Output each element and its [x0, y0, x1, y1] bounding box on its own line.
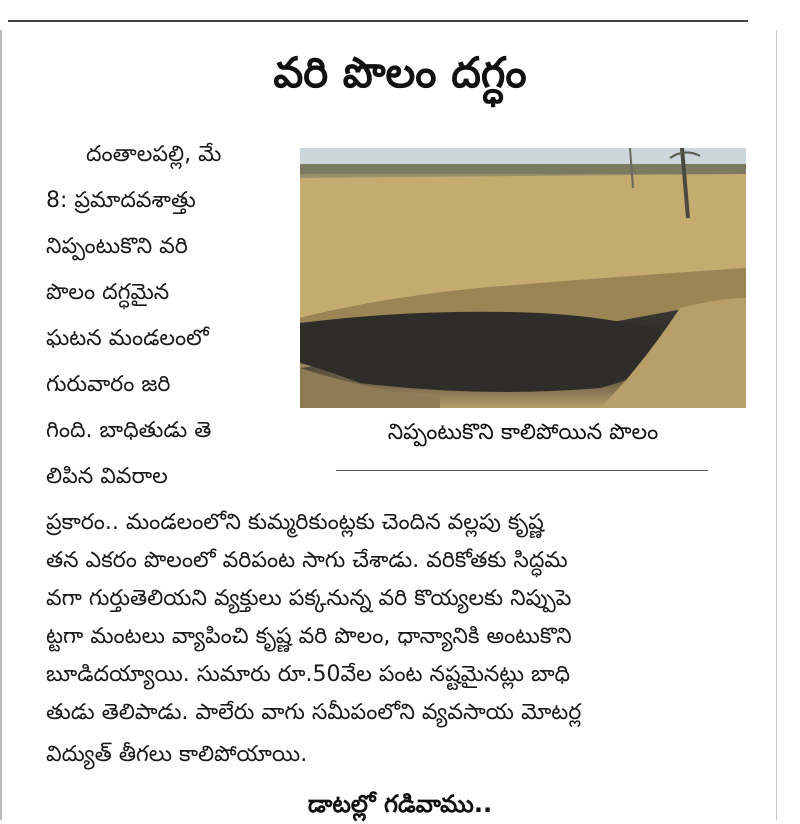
body-line-5: ఘటన మండలంలో: [46, 326, 209, 351]
burnt-paddy-field-photo: [300, 148, 746, 408]
body-line-12: ట్టగా మంటలు వ్యాపించి కృష్ణ వరి పొలం, ధాన్యానికి అంటుకొని: [46, 624, 572, 649]
body-line-11: వగా గుర్తుతెలియని వ్యక్తులు పక్కనున్న వరి కొయ్యలకు నిప్పుపె: [46, 586, 572, 611]
body-line-9: ప్రకారం.. మండలంలోని కుమ్మరికుంట్లకు చెందిన వల్లపు కృష్ణ: [46, 510, 544, 535]
body-line-6: గురువారం జరి: [46, 372, 171, 397]
photo-caption: నిప్పంటుకొని కాలిపోయిన పొలం: [387, 420, 659, 445]
top-divider: [8, 20, 748, 22]
body-line-13: బూడిదయ్యాయి. సుమారు రూ.50వేల పంట నష్టమైనట్లు బాధి: [46, 662, 571, 687]
right-column-border: [776, 30, 777, 820]
body-line-10: తన ఎకరం పొలంలో వరిపంట సాగు చేశాడు. వరికోతకు సిద్ధమ: [46, 548, 568, 573]
field-illustration: [300, 148, 746, 408]
body-line-1: దంతాలపల్లి, మే: [86, 142, 222, 167]
next-article-subheading: డాటల్లో గడివాము..: [307, 790, 493, 818]
body-line-15: విద్యుత్ తీగలు కాలిపోయాయి.: [46, 742, 308, 767]
body-line-8: లిపిన వివరాల: [46, 464, 168, 489]
previous-article-cutoff: [0, 0, 800, 24]
body-line-7: గింది. బాధితుడు తె: [46, 418, 212, 443]
body-line-3: నిప్పంటుకొని వరి: [46, 234, 188, 259]
body-line-4: పొలం దగ్ధమైన: [46, 280, 170, 305]
caption-underline: [336, 470, 708, 471]
body-line-2: 8: ప్రమాదవశాత్తు: [46, 188, 196, 213]
body-line-14: తుడు తెలిపాడు. పాలేరు వాగు సమీపంలోని వ్యవసాయ మోటర్ల: [46, 700, 582, 725]
left-column-border: [0, 30, 2, 820]
article-headline: వరి పొలం దగ్ధం: [273, 48, 527, 97]
